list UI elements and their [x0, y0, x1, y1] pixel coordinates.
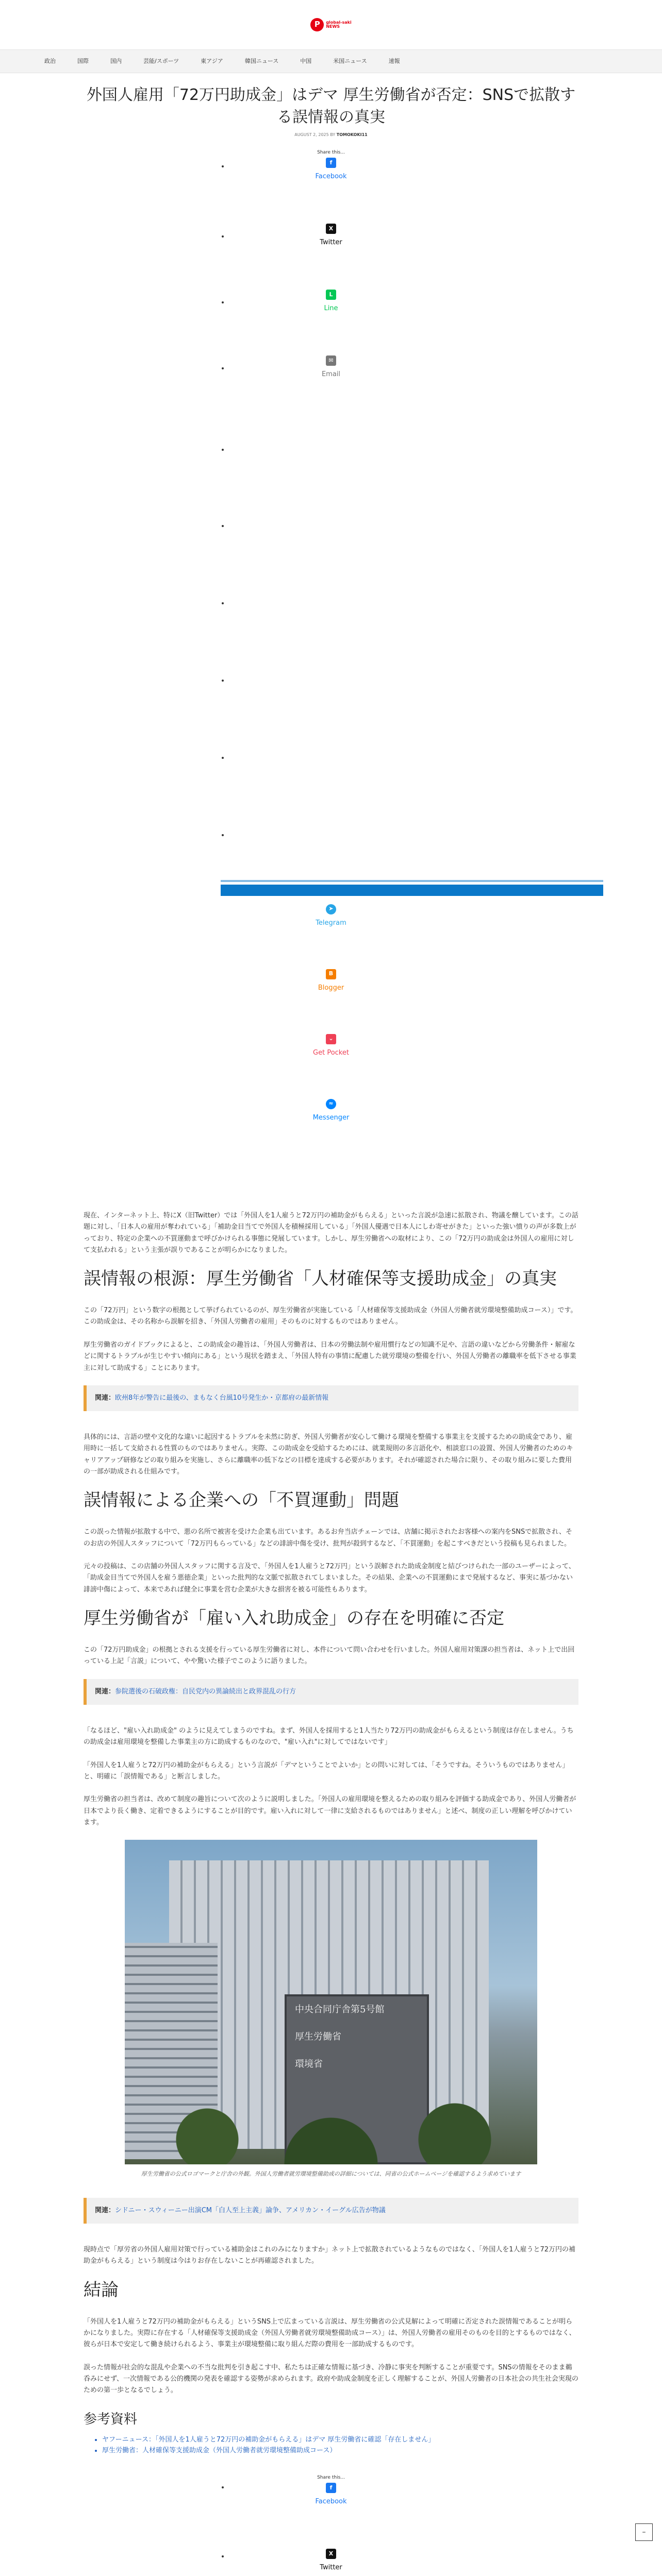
related-link[interactable]: 欧州8年が警告に最後の、まもなく台風10号発生か・京都府の最新情報 — [115, 1394, 329, 1402]
share-telegram[interactable] — [279, 904, 383, 969]
share-facebook-label: Facebook — [315, 2497, 347, 2505]
paragraph: 現時点で「厚労省の外国人雇用対策で行っている補助金はこれのみになりますか」ネット上で拡散されているようなものではなく、「外国人を1人雇うと72万円の補助金がもらえる」という制度は今はりお存在しないことが再確認されました。 — [84, 2246, 576, 2265]
photo-caption: 厚生労働省の公式ロゴマークと庁舎の外観。外国人労働者就労環境整備助成の詳細については、同省の公式ホームページを確認するよう求めています — [141, 2171, 521, 2178]
logo-text-line-2: NEWS — [326, 24, 340, 29]
share-bullet — [222, 2555, 224, 2557]
article-date: AUGUST 2, 2025 — [294, 132, 329, 138]
share-bullet — [222, 757, 224, 759]
share-telegram-label: Telegram — [316, 919, 346, 927]
paragraph: この「72万円」という数字の根拠として挙げられているのが、厚生労働省が実施している「人材確保等支援助成金（外国人労働者就労環境整備助成コース）」です。この助成金は、その名称から誤解を招き、「外国人労働者の雇用」そのものに対するものではありません。 — [84, 1307, 577, 1326]
article — [73, 84, 589, 2576]
share-pocket-label: Get Pocket — [313, 1048, 349, 1057]
email-icon: ✉ — [326, 355, 336, 366]
section-heading: 誤情報による企業への「不買運動」問題 — [84, 1490, 399, 1511]
related-label: 関連： — [95, 1687, 115, 1696]
share-facebook[interactable] — [279, 158, 383, 224]
messenger-icon: ≈ — [326, 1099, 336, 1109]
paragraph: 「外国人を1人雇うと72万円の補助金がもらえる」というSNS上で広まっている言説は、厚生労働省の公式見解によって明確に否定された誤情報であることが明らかになりました。実際に存在する「人材確保等支援助成金（外国人労働者就労環境整備助成コース）」は、外国人労働者の雇用そのものを目的とするものではなく、彼らが日本で安定して働き続けられるよう、事業主が環境整備に取り組んだ際の費用を一部助成するものです。 — [84, 2317, 576, 2349]
facebook-icon: f — [326, 158, 336, 168]
nav-item-us[interactable]: 米国ニュース — [333, 57, 367, 64]
share-email-label: Email — [321, 370, 341, 379]
nav-item-entertainment[interactable]: 芸能/スポーツ — [143, 57, 179, 64]
share-twitter[interactable] — [279, 224, 383, 290]
paragraph: 厚生労働省の担当者は、改めて制度の趣旨について次のように説明しました。「外国人の雇用環境を整えるための取り組みを評価する助成金であり、外国人労働者が日本でより長く働き、定着できるようにすることが目的です。雇い入れに対して一律に支給されるものではありません」と述べ、制度の正しい理解を呼びかけています。 — [84, 1795, 576, 1826]
paragraph: 具体的には、言語の壁や文化的な違いに起因するトラブルを未然に防ぎ、外国人労働者が安心して働ける環境を整備する事業主を支援するための助成金であり、雇用時に一括して支給される性質のものではありません。実際、この助成金を受給するためには、就業規則の多言語化や、相談窓口の設置、外国人労働者のためのキャリアアップ研修などの取り組みを実施し、さらに離職率の低下などの目標を達成する必要があります。それが確認された場合に限り、その取り組みに要した費用の一部が助成される仕組みです。 — [84, 1433, 573, 1476]
share-title: Share this... — [317, 2475, 345, 2480]
nav-item-east-asia[interactable]: 東アジア — [201, 57, 223, 64]
intro-paragraph: 現在、インターネット上、特にX（旧Twitter）では「外国人を1人雇うと72万円の補助金がもらえる」といった言説が急速に拡散され、物議を醸しています。この話題に対し、「日本人の雇用が奪われている」「補助金目当てで外国人を積極採用している」「外国人優遇で日本人にしわ寄せがきた」といった強い憤りの声が多数上がっており、特定の企業への不買運動まで呼びかけられる事態に発展しています。しかし、厚生労働省への取材により、この「72万円の助成金は外国人の雇用に対して支払われる」という主張が誤りであることが明らかになりました。 — [84, 1211, 578, 1254]
reference-link[interactable]: • 厚生労働省：人材確保等支援助成金（外国人労働者就労環境整備助成コース） — [102, 2446, 578, 2456]
nav-item-korea[interactable]: 韓国ニュース — [244, 57, 279, 64]
facebook-icon: f — [326, 2483, 336, 2493]
sign-line: 環境省 — [295, 2058, 323, 2070]
share-panel-top — [84, 149, 578, 1210]
site-header — [0, 0, 662, 49]
share-blogger-label: Blogger — [318, 984, 344, 992]
paragraph: この「72万円助成金」の根拠とされる支援を行っている厚生労働省に対し、本件について問い合わせを行いました。外国人雇用対策課の担当者は、ネット上で出回っている上記「言説」について、やや驚いた様子でこのように語りました。 — [84, 1646, 575, 1666]
share-bullet — [222, 367, 224, 369]
share-messenger[interactable] — [279, 1099, 383, 1164]
blogger-icon: B — [326, 969, 336, 979]
nav-item-domestic[interactable]: 国内 — [110, 57, 122, 64]
share-bullet — [222, 834, 224, 836]
article-title: 外国人雇用「72万円助成金」はデマ 厚生労働省が否定：SNSで拡散する誤情報の真実 — [86, 86, 576, 126]
article-by: BY — [330, 132, 336, 138]
line-icon: L — [326, 290, 336, 300]
paragraph: 誤った情報が社会的な混乱や企業への不当な批判を引き起こす中、私たちは正確な情報に基づき、冷静に事実を判断することが重要です。SNSの情報をそのまま鵜呑みにせず、一次情報である公的機関の発表を確認する姿勢が求められます。政府や助成金制度を正しく理解することが、外国人労働者の日本社会の共生社会実現のための第一歩となるでしょう。 — [84, 2363, 578, 2395]
share-bullet — [222, 165, 224, 167]
share-bullet — [222, 235, 224, 238]
share-extra-list — [84, 904, 578, 1164]
share-pocket[interactable] — [279, 1034, 383, 1099]
share-title: Share this... — [317, 149, 345, 155]
logo-text-line-1: global-saki — [326, 20, 352, 25]
pocket-icon: ⌄ — [326, 1034, 336, 1044]
article-author[interactable]: TOMOKOKI11 — [336, 132, 368, 138]
reference-link[interactable]: • ヤフーニュース：「外国人を1人雇うと72万円の補助金がもらえる」はデマ 厚生労働省に確認「存在しません」 — [102, 2435, 578, 2446]
related-link-box[interactable] — [84, 1385, 578, 1411]
logo-text — [326, 21, 351, 29]
nav-item-breaking[interactable]: 速報 — [388, 57, 400, 64]
share-bullet — [222, 525, 224, 527]
logo-mark: P — [310, 18, 324, 31]
share-panel-bottom — [84, 2456, 578, 2576]
x-twitter-icon: X — [326, 224, 336, 234]
related-link-box[interactable] — [84, 2198, 578, 2224]
share-bullet — [222, 301, 224, 303]
share-facebook-label: Facebook — [315, 173, 347, 181]
related-label: 関連： — [95, 2206, 115, 2214]
share-bullet — [222, 449, 224, 451]
share-twitter[interactable] — [279, 2549, 383, 2576]
references — [84, 2408, 578, 2456]
share-twitter-label: Twitter — [320, 2563, 342, 2571]
related-link-box[interactable] — [84, 1679, 578, 1705]
article-meta — [84, 131, 578, 139]
share-blogger[interactable] — [279, 969, 383, 1034]
top-navigation — [0, 49, 662, 73]
telegram-icon: ➤ — [326, 904, 336, 914]
share-facebook[interactable] — [279, 2483, 383, 2549]
share-messenger-label: Messenger — [312, 1113, 350, 1122]
paragraph: この誤った情報が拡散する中で、悪の名所で被害を受けた企業も出ています。あるお弁当店チェーンでは、店舗に掲示されたお客様への案内をSNSで拡散され、そのお店の外国人スタッフについて「72万円もらっている」などの誹謗中傷を受け、批判が殺到するなど、「不買運動」を起こすべきだという投稿も見られました。 — [84, 1528, 573, 1548]
related-label: 関連： — [95, 1394, 115, 1402]
references-list — [102, 2435, 578, 2456]
trees — [125, 2082, 537, 2164]
nav-item-china[interactable]: 中国 — [300, 57, 312, 64]
section-heading: 厚生労働省が「雇い入れ助成金」の存在を明確に否定 — [84, 1608, 504, 1629]
sign-line: 中央合同庁舎第5号館 — [295, 2004, 385, 2015]
share-twitter-label: Twitter — [320, 239, 342, 247]
references-heading: 参考資料 — [84, 2411, 138, 2427]
share-bullet — [222, 680, 224, 682]
site-logo[interactable] — [310, 18, 351, 31]
mhlw-building-photo — [125, 1840, 537, 2164]
x-twitter-icon: X — [326, 2549, 336, 2559]
share-email[interactable] — [279, 355, 383, 421]
share-bullet — [222, 602, 224, 604]
share-bullet — [222, 2486, 224, 2488]
sign-line: 厚生労働省 — [295, 2031, 341, 2043]
share-line[interactable] — [279, 290, 383, 355]
paragraph: 「外国人を1人雇うと72万円の補助金がもらえる」という言説が「デマということでよいか」との問いに対しては、「そうですね。そういうものではありません」と、明確に「誤情報である」と断言しました。 — [84, 1761, 569, 1781]
paragraph: 元々の投稿は、この店舗の外国人スタッフに関する言及で、「外国人を1人雇うと72万円」という誤解された助成金制度と結びつけられた一部のユーザーによって、「助成金目当てで外国人を雇う悪徳企業」といった批判的な文脈で拡散されてしまいました。その結果、企業への不買運動にまで発展するなど、事実に基づかない誹謗中傷によって、本来であれば健全に事業を営む企業が大きな損害を被る可能性もあります。 — [84, 1563, 575, 1594]
nav-item-international[interactable]: 国際 — [77, 57, 89, 64]
share-progress-bar — [221, 885, 603, 896]
collapse-button[interactable]: – — [635, 2523, 653, 2541]
related-link[interactable]: シドニー・スウィーニー出演CM「白人至上主義」論争、アメリカン・イーグル広告が物議 — [115, 2206, 386, 2214]
share-line-label: Line — [324, 304, 338, 313]
paragraph: 「なるほど、"雇い入れ助成金" のように見えてしまうのですね。まず、外国人を採用すると1人当たり72万円の助成金がもらえるという制度は存在しません。うちの助成金は雇用環境を整備した事業主の方に助成するものなので、"雇い入れ"に対してではないです」 — [84, 1726, 574, 1747]
paragraph: 厚生労働省のガイドブックによると、この助成金の趣旨は、「外国人労働者は、日本の労働法制や雇用慣行などの知識不足や、言語の違いなどから労働条件・解雇などに関するトラブルが生じやすい傾向にある」という現状を踏まえ、「外国人特有の事情に配慮した就労環境の整備を行い、外国人労働者の離職率を低下させる事業主に対して助成する」ことにあります。 — [84, 1341, 576, 1372]
related-link[interactable]: 参院選後の石破政権：自民党内の異論続出と政界混乱の行方 — [115, 1687, 296, 1696]
section-heading: 誤情報の根源：厚生労働省「人材確保等支援助成金」の真実 — [84, 1268, 557, 1290]
section-heading: 結論 — [84, 2279, 119, 2300]
nav-item-politics[interactable]: 政治 — [44, 57, 56, 64]
